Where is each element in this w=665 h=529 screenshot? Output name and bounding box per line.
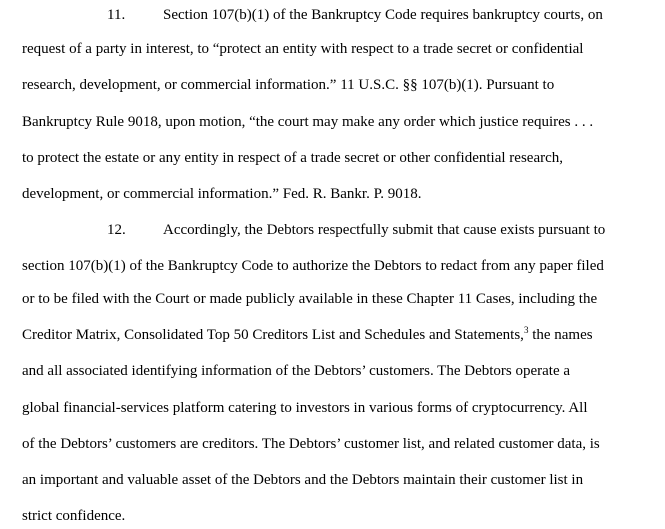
paragraph-line: development, or commercial information.” Fed. R. Bankr. P. 9018. (22, 186, 422, 202)
paragraph-line: to protect the estate or any entity in respect of a trade secret or other confidential research, (22, 150, 564, 166)
paragraph-line: or to be filed with the Court or made publicly available in these Chapter 11 Cases, including the (22, 291, 598, 307)
paragraph-line: Section 107(b)(1) of the Bankruptcy Code requires bankruptcy courts, on (163, 7, 603, 23)
paragraph-line: and all associated identifying information of the Debtors’ customers. The Debtors operate a (22, 363, 571, 379)
paragraph-number: 11. (107, 7, 126, 23)
paragraph-line (22, 326, 593, 344)
line-text: the names (528, 327, 593, 343)
paragraph-number: 12. (107, 222, 126, 238)
footnote-reference[interactable]: 3 (523, 325, 529, 335)
paragraph-line: section 107(b)(1) of the Bankruptcy Code to authorize the Debtors to redact from any paper filed (22, 258, 604, 274)
paragraph-line: request of a party in interest, to “protect an entity with respect to a trade secret or confidential (22, 41, 584, 57)
paragraph-line: Bankruptcy Rule 9018, upon motion, “the court may make any order which justice requires . . . (22, 114, 594, 130)
paragraph-line: strict confidence. (22, 508, 126, 524)
paragraph-line: global financial-services platform catering to investors in various forms of cryptocurrency. All (22, 400, 588, 416)
paragraph-line: of the Debtors’ customers are creditors. The Debtors’ customer list, and related customer data, is (22, 436, 600, 452)
line-text: Creditor Matrix, Consolidated Top 50 Creditors List and Schedules and Statements, (22, 327, 524, 343)
paragraph-line: Accordingly, the Debtors respectfully submit that cause exists pursuant to (163, 222, 606, 238)
paragraph-line: an important and valuable asset of the Debtors and the Debtors maintain their customer list in (22, 472, 584, 488)
paragraph-line: research, development, or commercial information.” 11 U.S.C. §§ 107(b)(1). Pursuant to (22, 77, 555, 93)
